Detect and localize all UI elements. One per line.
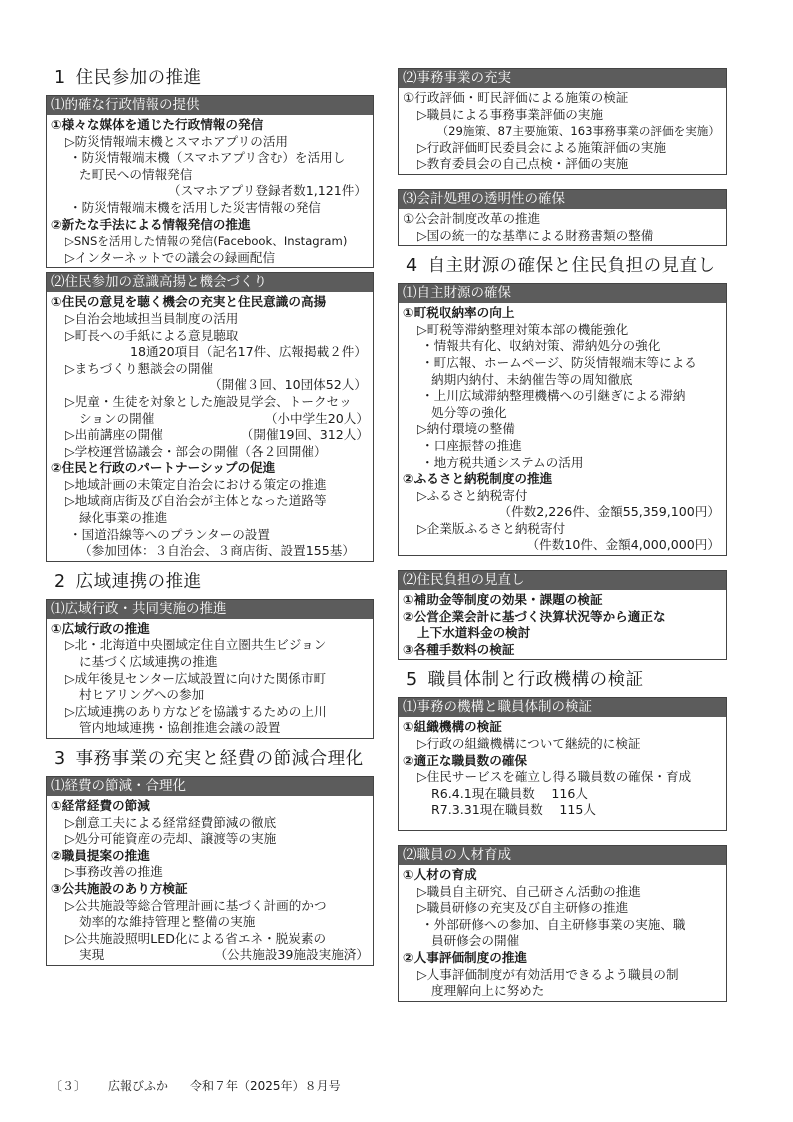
item-heading: ①公会計制度改革の推進 bbox=[403, 210, 541, 226]
section-4-1 bbox=[398, 283, 727, 556]
list-item: ▷ふるさと納税寄付 bbox=[417, 487, 528, 503]
list-item-note: （スマホアプリ登録者数1,121件） bbox=[167, 183, 367, 199]
list-item: ▷職員自主研究、自己研さん活動の推進 bbox=[417, 883, 641, 899]
staff-count: R6.4.1現在職員数 116人 bbox=[431, 785, 588, 801]
left-column bbox=[46, 58, 374, 970]
list-item: ▷出前講座の開催 （開催19回、312人） bbox=[65, 427, 369, 443]
list-item-note: （29施策、87主要施策、163事務事業の評価を実施） bbox=[436, 124, 720, 139]
item-heading: ①行政評価・町民評価による施策の検証 bbox=[403, 90, 629, 105]
heading-4: 4 自主財源の確保と住民負担の見直し bbox=[406, 256, 716, 277]
list-item: ▷公共施設照明LED化による省エネ・脱炭素の bbox=[65, 930, 327, 946]
list-item: ・地方税共通システムの活用 bbox=[421, 454, 584, 470]
item-heading: ①様々な媒体を通じた行政情報の発信 bbox=[51, 117, 264, 132]
list-item: に基づく広域連携の推進 bbox=[79, 654, 218, 670]
heading-1: 1 住民参加の推進 bbox=[54, 68, 202, 88]
item-heading: ②公営企業会計に基づく決算状況等から適正な bbox=[403, 608, 666, 624]
list-item: ・情報共有化、収納対策、滞納処分の強化 bbox=[421, 338, 661, 354]
list-item: ・防災情報端末機を活用した災害情報の発信 bbox=[69, 199, 321, 215]
list-item: ▷北・北海道中央圏域定住自立圏共生ビジョン bbox=[65, 637, 327, 653]
list-item: ▷事務改善の推進 bbox=[65, 864, 163, 880]
list-item: ▷教育委員会の自己点検・評価の実施 bbox=[417, 156, 629, 172]
publication-name: 広報びふか bbox=[108, 1079, 169, 1093]
section-2-1 bbox=[46, 599, 374, 739]
section-title: ⑴自主財源の確保 bbox=[399, 284, 726, 303]
item-heading: ③各種手数料の検証 bbox=[403, 641, 515, 657]
section-5-2 bbox=[398, 845, 727, 1002]
list-item: ・町広報、ホームページ、防災情報端末等による bbox=[421, 354, 697, 370]
item-heading: ②適正な職員数の確保 bbox=[403, 752, 528, 768]
item-heading: ②職員提案の推進 bbox=[51, 847, 150, 863]
list-item: ▷創意工夫による経常経費節減の徹底 bbox=[65, 814, 277, 830]
right-column bbox=[398, 68, 727, 1006]
heading-5: 5 職員体制と行政機構の検証 bbox=[406, 670, 644, 691]
item-heading: ②人事評価制度の推進 bbox=[403, 949, 528, 965]
section-title: ⑴広域行政・共同実施の推進 bbox=[47, 600, 373, 619]
list-item: ▷町長への手紙による意見聴取 bbox=[65, 327, 239, 343]
item-heading: ②新たな手法による情報発信の推進 bbox=[51, 216, 251, 232]
item-heading: ①人材の育成 bbox=[403, 867, 477, 882]
list-item: 処分等の強化 bbox=[431, 404, 507, 420]
list-item: ・外部研修への参加、自主研修事業の実施、職 bbox=[421, 916, 686, 932]
item-heading: ①経常経費の節減 bbox=[51, 798, 150, 813]
section-title: ⑵事務事業の充実 bbox=[399, 69, 726, 88]
list-item: ▷企業版ふるさと納税寄付 bbox=[417, 520, 566, 536]
list-item: ▷職員研修の充実及び自主研修の推進 bbox=[417, 900, 629, 916]
item-heading: ②住民と行政のパートナーシップの促進 bbox=[51, 460, 276, 476]
section-4-2 bbox=[398, 570, 727, 660]
section-title: ⑶会計処理の透明性の確保 bbox=[399, 190, 726, 209]
list-item: 管内地域連携・協創推進会議の設置 bbox=[79, 720, 281, 736]
section-1-1 bbox=[46, 95, 374, 268]
page-number: 〔３〕 bbox=[50, 1079, 87, 1093]
item-heading: ③公共施設のあり方検証 bbox=[51, 880, 188, 896]
list-item: ションの開催 （小中学生20人） bbox=[79, 410, 369, 426]
list-item: 度理解向上に努めた bbox=[431, 983, 545, 999]
list-item: ▷職員による事務事業評価の実施 bbox=[417, 106, 603, 122]
list-item: ・上川広域滞納整理機構への引継ぎによる滞納 bbox=[421, 388, 686, 404]
list-item: ▷広域連携のあり方などを協議するための上川 bbox=[65, 703, 327, 719]
list-item: ▷行政の組織機構について継続的に検証 bbox=[417, 736, 641, 752]
list-item: ▷国の統一的な基準による財務書類の整備 bbox=[417, 227, 654, 243]
section-title: ⑵住民負担の見直し bbox=[399, 571, 726, 590]
section-3-3 bbox=[398, 189, 727, 246]
item-heading: ①組織機構の検証 bbox=[403, 719, 502, 735]
section-3-1 bbox=[46, 776, 374, 966]
section-title: ⑴事務の機構と職員体制の検証 bbox=[399, 698, 726, 717]
list-item: ▷自治会地域担当員制度の活用 bbox=[65, 310, 239, 326]
list-item: ▷児童・生徒を対象とした施設見学会、トークセッ bbox=[65, 393, 352, 409]
item-heading: ①補助金等制度の効果・課題の検証 bbox=[403, 592, 603, 608]
list-item: ・口座振替の推進 bbox=[421, 437, 522, 453]
list-item: ▷成年後見センター広域設置に向けた関係市町 bbox=[65, 670, 327, 686]
list-item: ▷町税等滞納整理対策本部の機能強化 bbox=[417, 321, 629, 337]
issue-date: 令和７年（2025年）８月号 bbox=[190, 1079, 341, 1093]
list-item: た町民への情報発信 bbox=[79, 166, 193, 182]
list-item: ▷処分可能資産の売却、譲渡等の実施 bbox=[65, 831, 277, 847]
item-heading: ①住民の意見を聴く機会の充実と住民意識の高揚 bbox=[51, 294, 327, 310]
section-title: ⑵住民参加の意識高揚と機会づくり bbox=[47, 273, 373, 292]
item-heading: 上下水道料金の検討 bbox=[417, 625, 531, 641]
list-item: ▷納付環境の整備 bbox=[417, 421, 515, 437]
list-item: ▷学校運営協議会・部会の開催（各２回開催） bbox=[65, 443, 327, 459]
list-item: ▷防災情報端末機とスマホアプリの活用 bbox=[65, 133, 289, 149]
heading-3: 3 事務事業の充実と経費の節減合理化 bbox=[54, 749, 364, 769]
list-item-note: （開催３回、10団体52人） bbox=[209, 377, 367, 393]
list-item: 緑化事業の推進 bbox=[79, 510, 168, 526]
heading-2: 2 広域連携の推進 bbox=[54, 571, 202, 592]
staff-count: R7.3.31現在職員数 115人 bbox=[431, 802, 597, 818]
list-item: ▷人事評価制度が有効活用できるよう職員の制 bbox=[417, 966, 679, 982]
list-item-note: 18通20項目（記名17件、広報掲載２件） bbox=[130, 344, 367, 360]
section-5-1 bbox=[398, 697, 727, 831]
list-item: ▷インターネットでの議会の録画配信 bbox=[65, 249, 276, 265]
section-title: ⑴的確な行政情報の提供 bbox=[47, 96, 373, 115]
list-item: ・防災情報端末機（スマホアプリ含む）を活用し bbox=[69, 150, 346, 166]
list-item: 実現 （公共施設39施設実施済） bbox=[79, 947, 369, 963]
section-3-2 bbox=[398, 68, 727, 175]
list-item: ▷公共施設等総合管理計画に基づく計画的かつ bbox=[65, 897, 327, 913]
list-item-note: （参加団体：３自治会、３商店街、設置155基） bbox=[79, 543, 355, 559]
item-heading: ②ふるさと納税制度の推進 bbox=[403, 471, 553, 487]
item-heading: ①広域行政の推進 bbox=[51, 620, 150, 636]
list-item: ▷住民サービスを確立し得る職員数の確保・育成 bbox=[417, 769, 692, 785]
section-title: ⑴経費の節減・合理化 bbox=[47, 777, 373, 796]
list-item: ▷行政評価町民委員会による施策評価の実施 bbox=[417, 139, 666, 155]
list-item-note: （件数2,226件、金額55,359,100円） bbox=[498, 504, 720, 520]
list-item: ▷地域計画の未策定自治会における策定の推進 bbox=[65, 476, 327, 492]
list-item: 村ヒアリングへの参加 bbox=[79, 687, 205, 703]
list-item: 員研修会の開催 bbox=[431, 933, 520, 949]
list-item: ▷SNSを活用した情報の発信(Facebook、Instagram) bbox=[65, 234, 348, 249]
item-heading: ①町税収納率の向上 bbox=[403, 305, 515, 321]
list-item: ・国道沿線等へのプランターの設置 bbox=[69, 526, 270, 542]
list-item: 効率的な維持管理と整備の実施 bbox=[79, 914, 256, 930]
list-item: 納期内納付、未納催告等の周知徹底 bbox=[431, 371, 633, 387]
section-1-2 bbox=[46, 272, 374, 562]
page-footer bbox=[50, 1078, 363, 1094]
section-title: ⑵職員の人材育成 bbox=[399, 846, 726, 865]
list-item: ▷まちづくり懇談会の開催 bbox=[65, 360, 214, 376]
list-item-note: （件数10件、金額4,000,000円） bbox=[526, 537, 720, 553]
list-item: ▷地域商店街及び自治会が主体となった道路等 bbox=[65, 493, 327, 509]
